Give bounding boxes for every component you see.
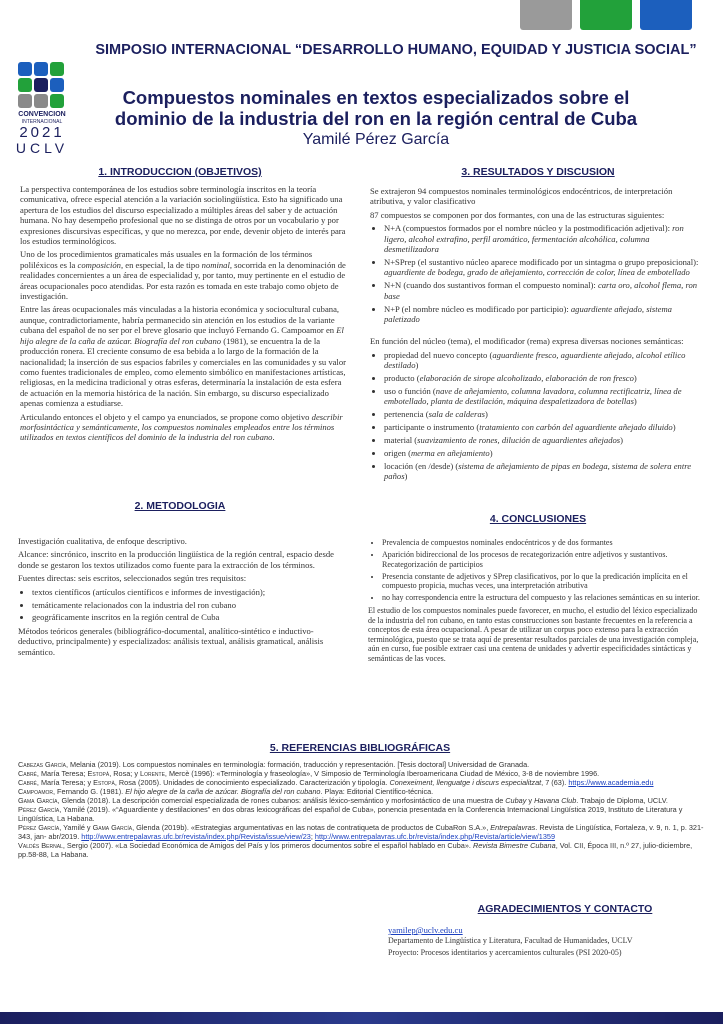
method-p4: Métodos teóricos generales (bibliográfico-documental, analítico-sintético e inductivo-deductivo, principalmente) y especializados: análisis textual, análisis gramatical, análisis semántico.	[18, 625, 324, 657]
reference-item: Campoamor, Fernando G. (1981). El hijo alegre de la caña de azúcar. Biografía del ron cubano. Playa: Editorial Científico-técnica.	[18, 787, 434, 796]
method-p1: Investigación cualitativa, de enfoque descriptivo.	[18, 536, 187, 546]
references-heading: 5. REFERENCIAS BIBLIOGRÁFICAS	[269, 742, 451, 754]
method-heading: 2. METODOLOGIA	[134, 500, 226, 512]
structure-item: • N+N (cuando dos sustantivos forman el compuesto nominal): carta oro, alcohol flema, ron base	[384, 280, 706, 301]
method-section	[18, 536, 348, 660]
notion-item: • uso o función (nave de añejamiento, columna lavadora, columna rectificatriz, línea de embotellado, planta de destilación, máquina despaletizadora de botellas)	[384, 386, 706, 407]
conclusions-heading: 4. CONCLUSIONES	[489, 513, 587, 525]
notions-list	[370, 350, 706, 482]
entrepalavras-issue-link[interactable]: http://www.entrepalavras.ufc.br/revista/index.php/Revista/issue/view/23	[81, 832, 311, 841]
notion-item: • material (suavizamiento de rones, dilución de aguardientes añejados)	[384, 435, 706, 445]
method-item: • temáticamente relacionados con la industria del ron cubano	[32, 600, 348, 610]
contact-dept: Departamento de Lingüística y Literatura, Facultad de Humanidades, UCLV	[388, 936, 633, 946]
conclusions-p: El estudio de los compuestos nominales puede favorecer, en mucho, el estudio del léxico especializado de la industria del ron cubano, en tanto estas construcciones son bastante frecuentes en la referencia a conceptos de esta área ocupacional. A pesar de utilizar un corpus poco extenso para la extracción terminológica, puesto que se trata aquí de presentar resultados parciales de una investigación compleja, aún en curso, fue posible extraer casi una centena de unidades y advertir especificidades sintácticas y semánticas de las voces.	[368, 606, 699, 664]
logo-line2: INTERNACIONAL	[21, 119, 63, 125]
references-section	[18, 760, 706, 859]
reference-item: Cabezas García, Melania (2019). Los compuestos nominales en terminología: formación, traducción y representación. [Tesis doctoral] Universidad de Granada.	[18, 760, 530, 769]
intro-p3: Entre las áreas ocupacionales más vinculadas a la historia económica y sociocultural cubana, aunque, contradictoriamente, habría permanecido sin atención en los estudios de la variante cubana del español de no ser por el breve glosario que incluyó Fernando G. Campoamor en El hijo alegre de la caña de azúcar. Biografía del ron cubano (1981), se encuentra la de la producción ronera. El creciente consumo de esa bebida a lo largo de la formación de la nacionalidad; la inserción de sus espacios fabriles y comerciales en las comunidades y su valor como fuentes tradicionales de empleo, como elemento simbólico en manifestaciones artísticas, religiosas, en la medicina tradicional y otras esferas, determinaría la instalación de esta esfera de actuación en la memoria histórica de la nación. Sin embargo, su discurso especializado apenas comienza a estudiarse.	[20, 304, 346, 409]
author: Yamilé Pérez García	[302, 131, 450, 148]
notion-item: • participante o instrumento (tratamiento con carbón del aguardiente añejado diluido)	[384, 422, 706, 432]
reference-item: Cabré, María Teresa; Estopà, Rosa; y Lorente, Mercè (1996): «Terminología y fraseología», V Simposio de Terminología Iberoamericana Ciudad de México, 3-8 de noviembre 1996.	[18, 769, 600, 778]
poster-title-line1: Compuestos nominales en textos especializados sobre el	[122, 87, 630, 108]
notion-item: • origen (merma en añejamiento)	[384, 448, 706, 458]
notion-item: • locación (en /desde) (sistema de añejamiento de pipas en bodega, sistema de solera entre paños)	[384, 461, 706, 482]
academia-link[interactable]: https://www.academia.edu	[568, 778, 654, 787]
structure-item: • N+P (el nombre núcleo es modificado por participio): aguardiente añejado, sistema paletizado	[384, 304, 706, 325]
notion-item: • pertenencia (sala de calderas)	[384, 409, 706, 419]
conclusion-item: • Aparición bidireccional de los procesos de recategorización entre adjetivos y sustantivos. Recategorización de participios	[382, 550, 706, 569]
conclusion-item: • Prevalencia de compuestos nominales endocéntricos y de dos formantes	[382, 538, 706, 548]
corner-square-green	[580, 0, 632, 30]
conclusion-item: • Presencia constante de adjetivos y SPrep clasificativos, por lo que la predicación implícita en el compuesto propicia, muchas veces, una interpretación atributiva	[382, 572, 706, 591]
logo	[14, 62, 74, 158]
corner-square-gray	[520, 0, 572, 30]
structure-item: • N+SPrep (el sustantivo núcleo aparece modificado por un sintagma o grupo preposicional): aguardiente de bodega, grado de añejamiento, corrección de color, línea de embotellado	[384, 257, 706, 278]
conclusions-section	[368, 538, 706, 667]
footer-bar	[0, 1012, 723, 1024]
method-item: • textos científicos (artículos científicos e informes de investigación);	[32, 587, 348, 597]
reference-item: Cabré, María Teresa; y Estopà, Rosa (2005). Unidades de conocimiento especializado. Caracterización y tipología. Conexeiment, llenguatge i discurs especialitzat, 7 (63). https://www.academia.edu	[18, 778, 654, 787]
corner-square-blue	[640, 0, 692, 30]
intro-section	[20, 184, 348, 446]
reference-item: Gama García, Glenda (2018). La descripción comercial especializada de rones cubanos: análisis léxico-semántico y morfosintáctico de una muestra de Cubay y Havana Club. Trabajo de Diploma, UCLV.	[18, 796, 668, 805]
method-item: • geográficamente inscritos en la región central de Cuba	[32, 612, 348, 622]
structures-list	[370, 223, 706, 324]
method-list	[18, 587, 348, 623]
notion-item: • propiedad del nuevo concepto (aguardiente fresco, aguardiente añejado, alcohol etílico destilado)	[384, 350, 706, 371]
notion-item: • producto (elaboración de sirope alcoholizado, elaboración de ron fresco)	[384, 373, 706, 383]
conclusions-list	[368, 538, 706, 603]
intro-p4: Articulando entonces el objeto y el campo ya enunciados, se propone como objetivo describir morfosintáctica y semánticamente, los compuestos nominales empleados entre los términos utilizados en textos científicos del dominio de la industria del ron cubano.	[20, 411, 343, 443]
contact-heading: AGRADECIMIENTOS Y CONTACTO	[477, 903, 653, 915]
entrepalavras-article-link[interactable]: http://www.entrepalavras.ufc.br/revista/index.php/Revista/article/view/1359	[314, 832, 556, 841]
logo-year: 2021	[19, 124, 65, 141]
results-section	[370, 186, 706, 485]
symposium-title: SIMPOSIO INTERNACIONAL “DESARROLLO HUMANO, EQUIDAD Y JUSTICIA SOCIAL”	[95, 42, 697, 58]
logo-line1: CONVENCION	[18, 111, 66, 118]
contact-section	[388, 925, 708, 958]
reference-item: Valdés Bernal, Sergio (2007). «La Sociedad Económica de Amigos del País y los primeros documentos sobre el español hablado en Cuba». Revista Bimestre Cubana, Vol. CII, Época III, n.º 27, julio-diciembre, pp.58-88, La Habana.	[18, 841, 693, 859]
results-p1: Se extrajeron 94 compuestos nominales terminológicos endocéntricos, de interpretación atributiva, y valor clasificativo	[370, 186, 673, 207]
method-p2: Alcance: sincrónico, inscrito en la producción lingüística de la región central, espacio desde donde se gestaron los textos utilizados como fuente para la extracción de los términos.	[18, 549, 334, 570]
reference-item: Pérez García, Yamilé (2019). «“Aguardiente y destilaciones” en dos obras lexicográficas del español de Cuba», ponencia presentada en la Conferencia Internacional Lingüística 2019, Instituto de Literatura y Lingüística, La Habana.	[18, 805, 683, 823]
intro-heading: 1. INTRODUCCION (OBJETIVOS)	[98, 166, 262, 178]
poster-title-line2: dominio de la industria del ron en la región central de Cuba	[114, 108, 638, 129]
results-p2: 87 compuestos se componen por dos formantes, con una de las estructuras siguientes:	[370, 209, 665, 220]
results-heading: 3. RESULTADOS Y DISCUSION	[461, 166, 615, 178]
contact-project: Proyecto: Procesos identitarios y acercamientos culturales (PSI 2020-05)	[388, 947, 622, 957]
reference-item: Pérez García, Yamilé y Gama García, Glenda (2019b). «Estrategias argumentativas en las notas de contratiqueta de productos de CubaRon S.A.», Entrepalavras. Revista de Lingüística, Fortaleza, v. 9, n. 1, p. 321-343, jan- abr/2019. http://www.entrepalavras.ufc.br/revista/index.php/Revista/issue/view/23; http://www.entrepalavras.ufc.br/revista/index.php/Revista/article/view/1359	[18, 823, 704, 841]
intro-p1: La perspectiva contemporánea de los estudios sobre terminología inscritos en la teoría comunicativa, ofrece especial atención a la variación sociolingüística. Esto ha significado una apertura de los estudios del discurso especializado a múltiples áreas del saber y de actuación humana. No hay desempeño profesional que no se distinga de otros por un vocabulario y por expresiones discursivas específicas, y que no merezca, por ende, devenir objeto de interés para los estudios terminológicos.	[20, 184, 346, 247]
method-p3: Fuentes directas: seis escritos, seleccionados según tres requisitos:	[18, 573, 247, 584]
conclusion-item: • no hay correspondencia entre la estructura del compuesto y las relaciones semánticas en su interior.	[382, 593, 706, 603]
structure-item: • N+A (compuestos formados por el nombre núcleo y la postmodificación adjetival): ron ligero, alcohol extrafino, perfil aromático, fermentación alcohólica, columna desmetilizadora	[384, 223, 706, 254]
results-p3: En función del núcleo (tema), el modificador (rema) expresa diversas nociones semánticas:	[370, 336, 684, 347]
intro-p2: Uno de los procedimientos gramaticales más usuales en la formación de los términos poliléxicos es la composición, en especial, la de tipo nominal, socorrida en la denominación de realidades concernientes a un área de especialidad y, por tanto, muy pertinente en el estudio de áreas ocupacionales poco atendidas. Por esta razón es tomada en este trabajo como objeto de investigación.	[20, 249, 346, 302]
contact-email[interactable]: yamilep@uclv.edu.cu	[388, 925, 463, 935]
logo-org: UCLV	[15, 140, 69, 156]
